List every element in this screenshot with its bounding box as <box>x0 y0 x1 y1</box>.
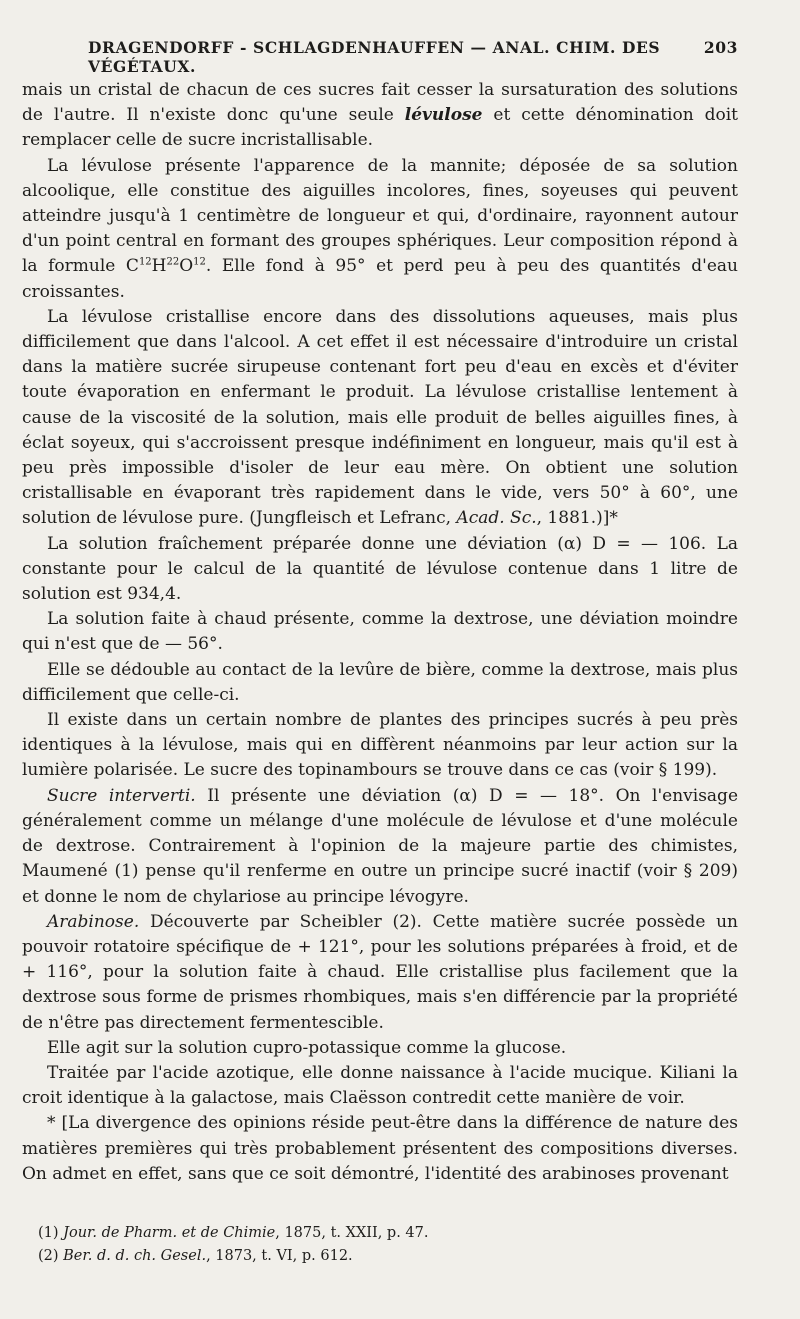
paragraph: Sucre interverti. Il présente une déviation (α) D = — 18°. On l'envisage généralement comme un mélange d'une molécule de lévulose et d'une molécule de dextrose. Contrairement à l'opinion de la majeure partie des chimistes, Maumené (1) pense qu'il renferme en outre un principe sucré inactif (voir § 209) et donne le nom de chylariose au principe lévogyre. <box>22 785 739 907</box>
running-header <box>88 38 738 76</box>
paragraph: Elle agit sur la solution cupro-potassique comme la glucose. <box>47 1037 567 1058</box>
paragraph: Elle se dédouble au contact de la levûre de bière, comme la dextrose, mais plus difficilement que celle-ci. <box>22 659 738 705</box>
page-number: 203 <box>703 38 738 57</box>
paragraph: La lévulose présente l'apparence de la mannite; déposée de sa solution alcoolique, elle constitue des aiguilles incolores, fines, soyeuses qui peuvent atteindre jusqu'à 1 centimètre de longueur et qui, d'ordinaire, rayonnent autour d'un point central en formant des groupes sphériques. Leur composition répond à la formule $C^{12}H^{22}O^{12}$. Elle fond à 95° et perd peu à peu des quantités d'eau croissantes. <box>22 155 738 302</box>
footnote-mark: (1) <box>38 1225 64 1241</box>
paragraph: Traitée par l'acide azotique, elle donne naissance à l'acide mucique. Kiliani la croit identique à la galactose, mais Claësson contredit cette manière de voir. <box>22 1062 738 1109</box>
footnote-text: Jour. de Pharm. et de Chimie, 1875, t. XXII, p. 47. <box>63 1225 429 1241</box>
paragraph: mais un cristal de chacun de ces sucres fait cesser la sursaturation des solutions de l'autre. Il n'existe donc qu'une seule lévulose et cette dénomination doit remplacer celle de sucre incristallisable. <box>22 80 738 151</box>
footnote-text: Ber. d. d. ch. Gesel., 1873, t. VI, p. 612. <box>63 1248 353 1264</box>
body-text <box>22 78 738 1187</box>
paragraph: Il existe dans un certain nombre de plantes des principes sucrés à peu près identiques à la lévulose, mais qui en diffèrent néanmoins par leur action sur la lumière polarisée. Le sucre des topinambours se trouve dans ce cas (voir § 199). <box>22 710 738 781</box>
footnote-continuation-paragraph: * [La divergence des opinions réside peut-être dans la différence de nature des matières premières qui très probablement présentent des compositions diverses. On admet en effet, sans que ce soit démontré, l'identité des arabinoses provenant <box>22 1113 738 1184</box>
footnote-mark: (2) <box>38 1248 64 1264</box>
paragraph: Arabinose. Découverte par Scheibler (2). Cette matière sucrée possède un pouvoir rotatoire spécifique de + 121°, pour les solutions préparées à froid, et de + 116°, pour la solution faite à chaud. Elle cristallise plus facilement que la dextrose sous forme de prismes rhombiques, mais s'en différencie par la propriété de n'être pas directement fermentescible. <box>22 911 738 1033</box>
footnote <box>38 1222 738 1245</box>
paragraph: La lévulose cristallise encore dans des dissolutions aqueuses, mais plus difficilement que dans l'alcool. A cet effet il est nécessaire d'introduire un cristal dans la matière sucrée sirupeuse contenant fort peu d'eau en excès et d'éviter toute évaporation en enfermant le produit. La lévulose cristallise lentement à cause de la viscosité de la solution, mais elle produit de belles aiguilles fines, à éclat soyeux, qui s'accroissent presque indéfiniment en longueur, mais qu'il est à peu près impossible d'isoler de leur eau mère. On obtient une solution cristallisable en évaporant très rapidement dans le vide, vers 50° à 60°, une solution de lévulose pure. (Jungfleisch et Lefranc, Acad. Sc., 1881.)]* <box>22 306 738 529</box>
paragraph: La solution faite à chaud présente, comme la dextrose, une déviation moindre qui n'est que de — 56°. <box>22 609 738 655</box>
footnote <box>38 1245 738 1268</box>
paragraph: La solution fraîchement préparée donne une déviation (α) D = — 106. La constante pour le calcul de la quantité de lévulose contenue dans 1 litre de solution est 934,4. <box>22 533 738 605</box>
running-title: DRAGENDORFF - SCHLAGDENHAUFFEN — ANAL. CHIM. DES VÉGÉTAUX. <box>88 38 661 76</box>
footnotes <box>38 1222 738 1268</box>
